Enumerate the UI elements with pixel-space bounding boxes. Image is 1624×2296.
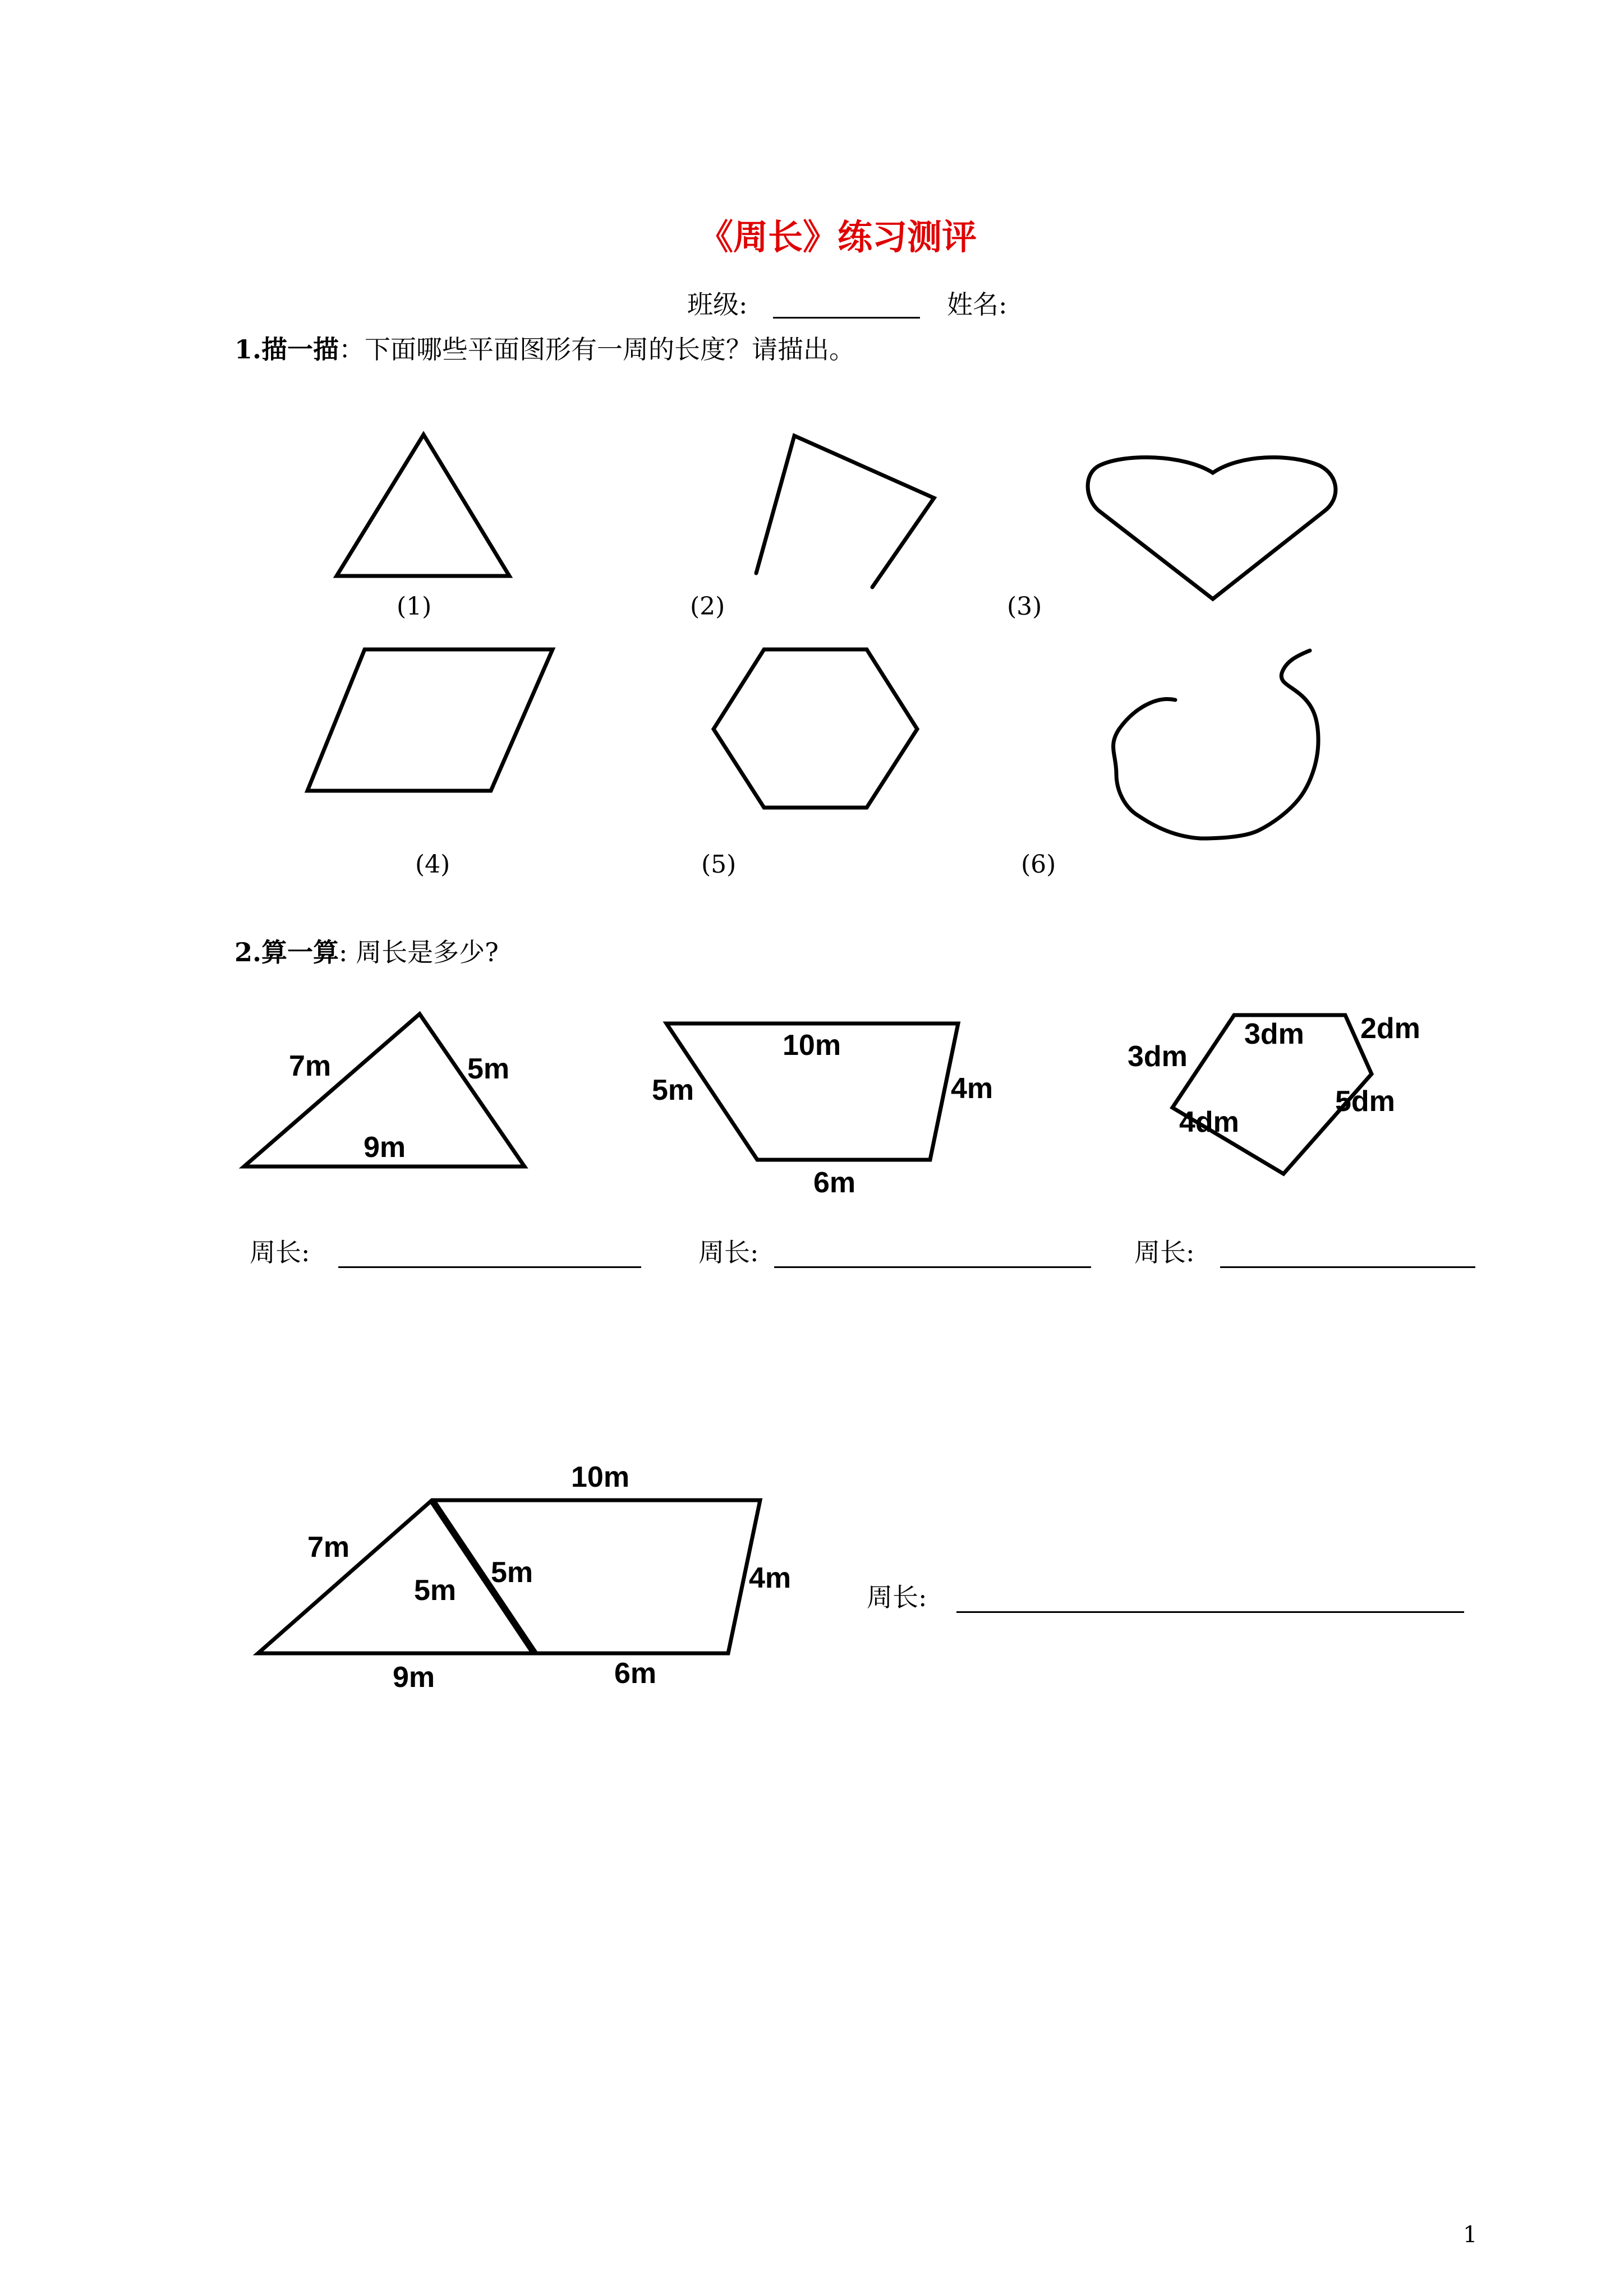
q2-prompt: : 周长是多少? [339, 937, 499, 967]
q2-triangle-label-b: 5m [467, 1053, 510, 1085]
perimeter-label-4: 周长: [867, 1582, 927, 1612]
caption-2: (2) [690, 592, 725, 621]
q3-label-left: 7m [307, 1531, 350, 1564]
q2-triangle-label-a: 7m [289, 1050, 332, 1082]
q2-trapezoid-label-right: 4m [951, 1072, 993, 1105]
q2-heading: 算一算 [261, 937, 339, 967]
class-label: 班级: [687, 289, 748, 320]
q2-pentagon-label-5: 4dm [1179, 1106, 1239, 1138]
caption-5: (5) [701, 850, 737, 879]
q1-prompt: ：下面哪些平面图形有一周的长度？请描出。 [339, 334, 855, 365]
q2-trapezoid-label-left: 5m [652, 1074, 694, 1106]
q2-trapezoid-label-top: 10m [783, 1029, 841, 1062]
q2-triangle-label-c: 9m [364, 1131, 406, 1164]
q3-label-right: 4m [749, 1562, 792, 1594]
q3-label-inner-left: 5m [414, 1574, 457, 1607]
perimeter-label-3: 周长: [1134, 1237, 1195, 1267]
caption-4: (4) [415, 850, 450, 879]
caption-3: (3) [1007, 592, 1042, 621]
q2-pentagon-label-4: 5dm [1335, 1085, 1395, 1118]
perimeter-blank-4[interactable] [956, 1611, 1464, 1613]
perimeter-label-1: 周长: [250, 1237, 310, 1267]
q1-heading: 描一描 [261, 334, 339, 365]
page-title: 《周长》练习测评 [698, 216, 977, 257]
q2-pentagon-label-1: 3dm [1128, 1040, 1188, 1073]
perimeter-label-2: 周长: [698, 1237, 759, 1267]
q3-label-top: 10m [571, 1461, 630, 1493]
q2-trapezoid-label-bottom: 6m [813, 1167, 856, 1199]
page-number: 1 [1463, 2222, 1478, 2248]
q3-label-bottom-left: 9m [393, 1661, 435, 1694]
q2-number: 2. [234, 937, 262, 967]
caption-1: (1) [397, 592, 432, 621]
q1-number: 1. [234, 334, 262, 365]
caption-6: (6) [1021, 850, 1056, 879]
q2-pentagon-label-2: 3dm [1244, 1018, 1304, 1050]
name-label: 姓名: [947, 289, 1007, 320]
q3-label-inner-right: 5m [491, 1556, 533, 1589]
q2-pentagon-label-3: 2dm [1360, 1012, 1420, 1045]
q3-label-bottom-right: 6m [614, 1657, 657, 1690]
